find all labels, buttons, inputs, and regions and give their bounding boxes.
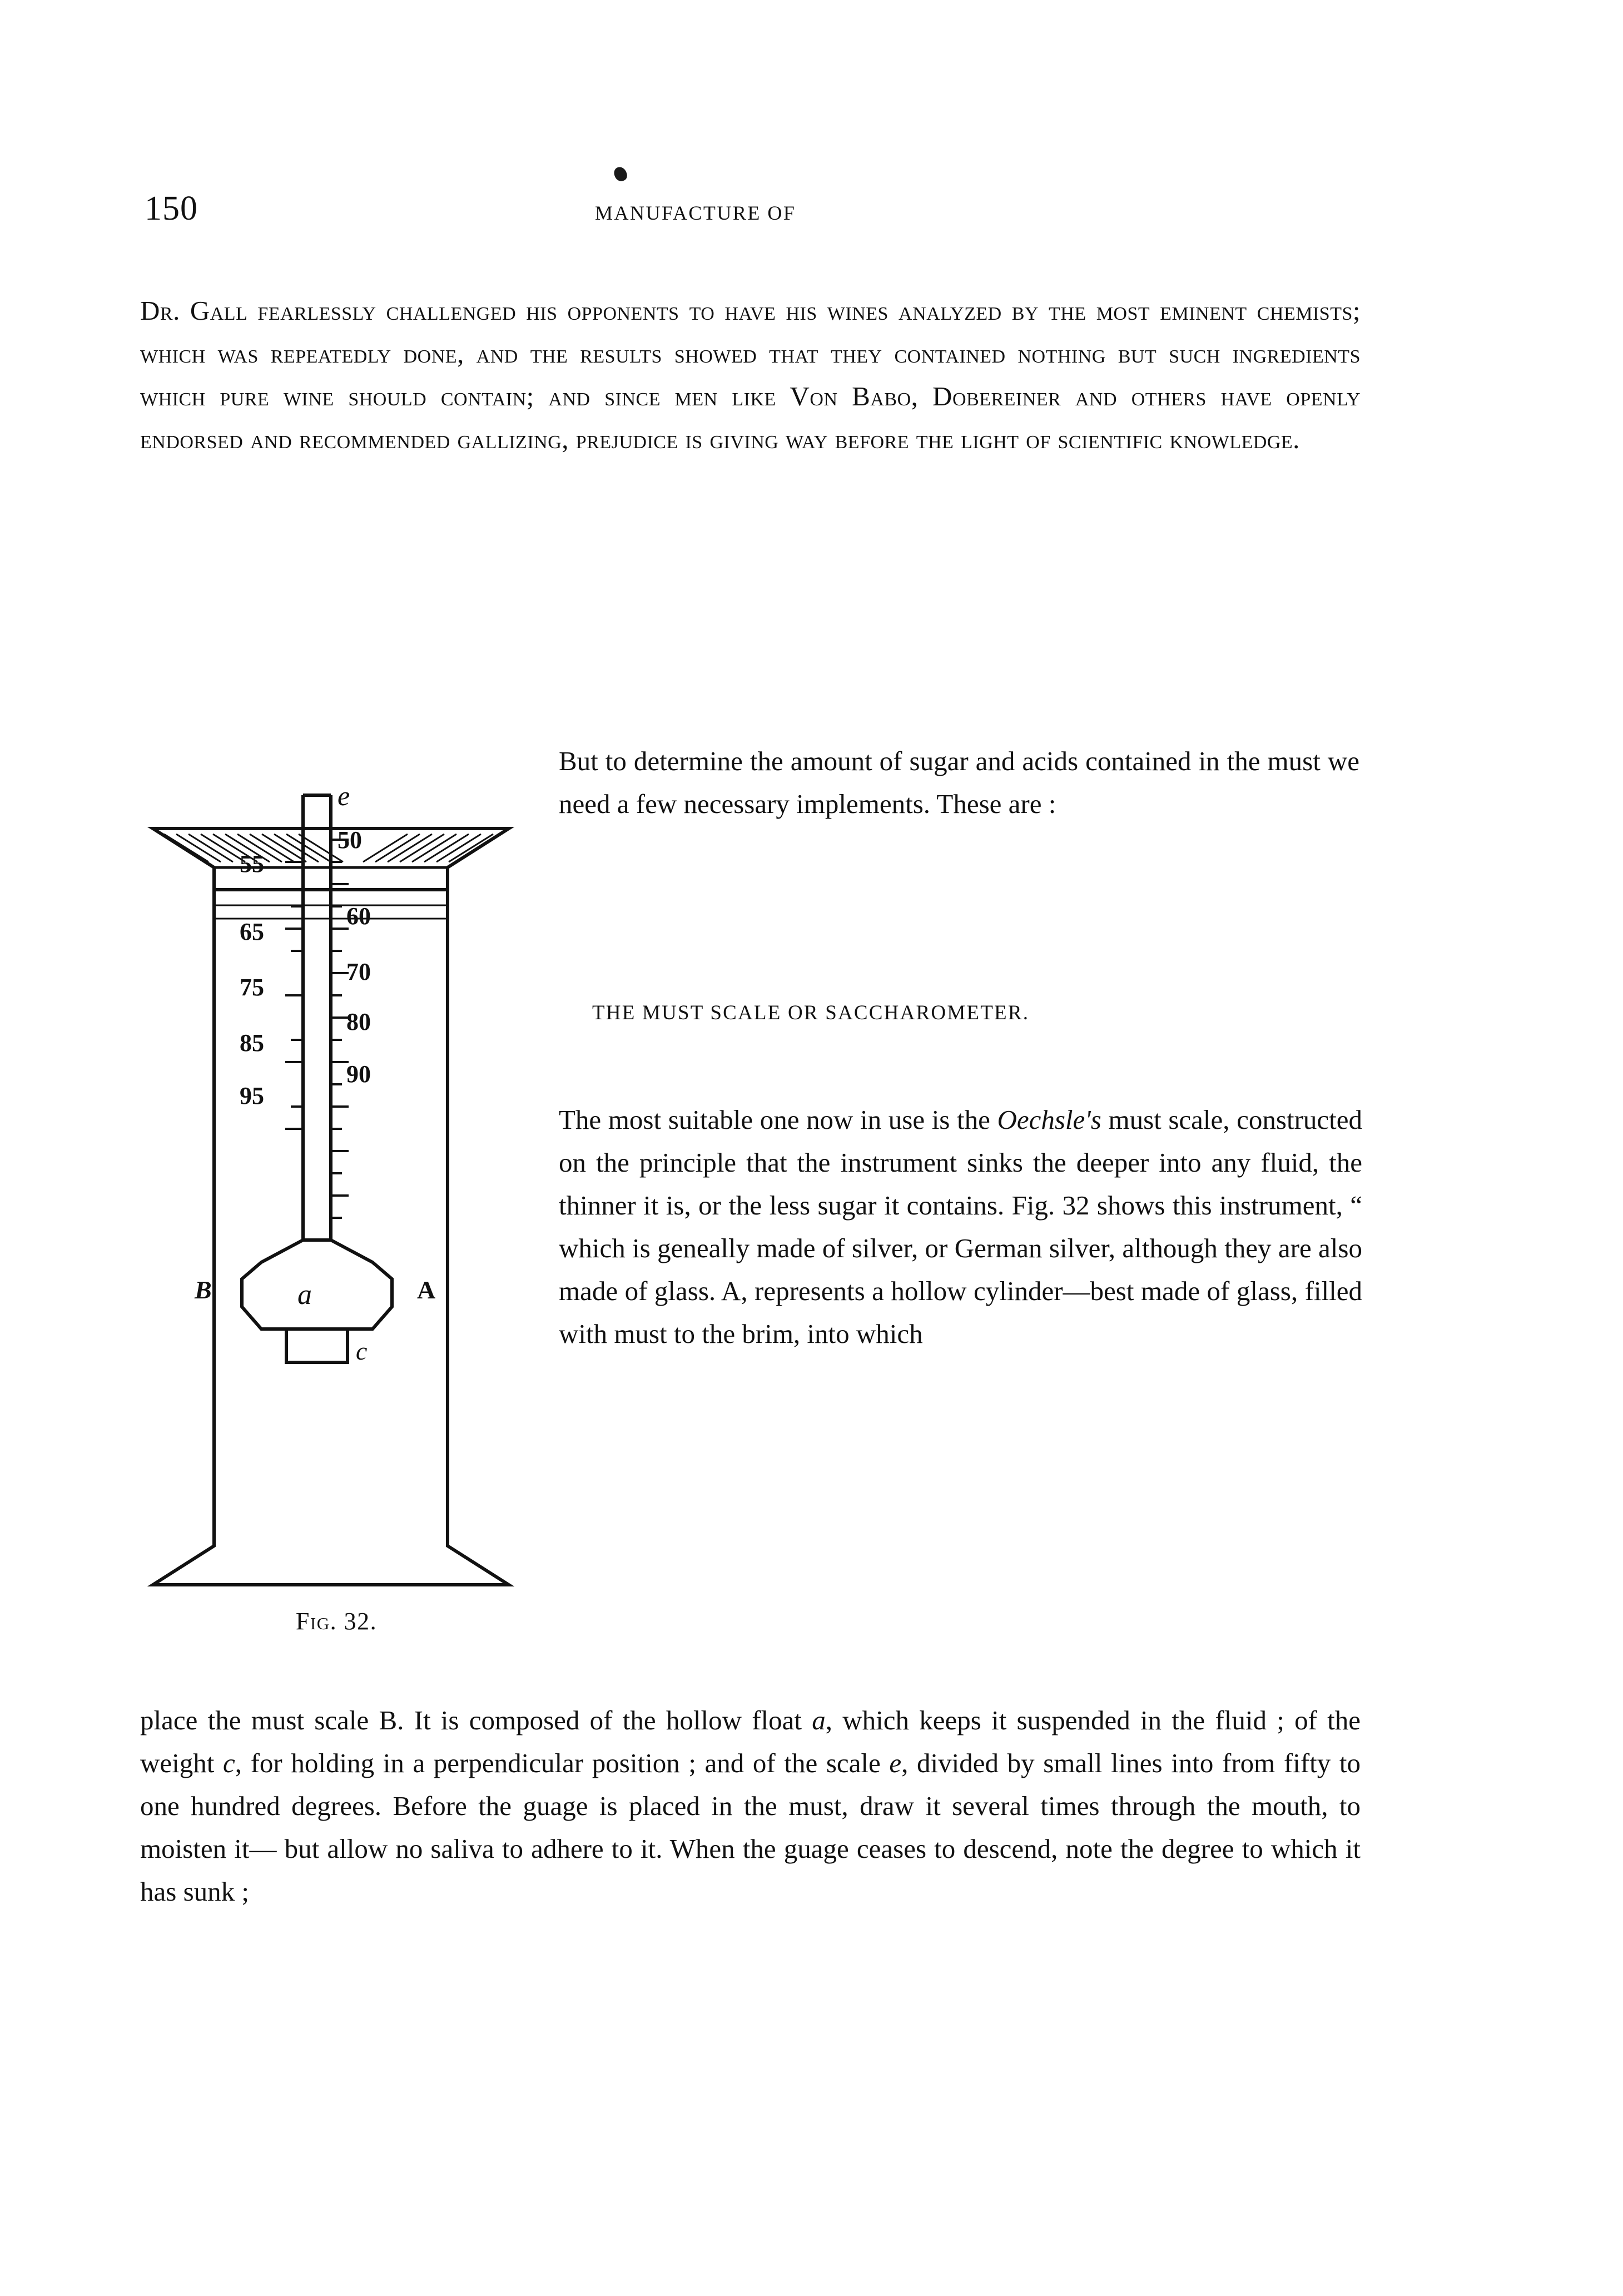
label-a: a: [297, 1279, 312, 1311]
ink-blot-decoration: [613, 165, 629, 183]
label-c: c: [356, 1337, 368, 1365]
running-head: MANUFACTURE OF: [595, 202, 796, 224]
para-b-seg3: , for holding in a perpendicular position ; and of the scale: [235, 1748, 890, 1778]
para-b-seg4: , divided by small lines into from fifty to one hundred degrees. Before the guage is placed in the must, draw it several times through the mouth, to moisten it— but allow no saliva to adhere to it. When the guage ceases to descend, note the degree to which it has sunk ;: [140, 1748, 1361, 1907]
paragraph-right-second: [559, 1098, 1362, 1355]
para-b-italic2: c: [222, 1748, 235, 1778]
para-b-italic1: a: [812, 1705, 826, 1735]
label-e: e: [337, 780, 350, 811]
paragraph-bottom: [140, 1699, 1361, 1913]
para-b-seg2: , which keeps it suspended in the fluid ; of the weight: [140, 1705, 1361, 1778]
scale-label-80: 80: [346, 1008, 371, 1035]
page-header: [139, 189, 1362, 234]
para-b-italic3: e: [889, 1748, 902, 1778]
para-r2-seg1: The most suitable one now in use is the: [559, 1104, 997, 1135]
para-r2-italic: Oechsle's: [997, 1104, 1101, 1135]
page-number: 150: [145, 190, 198, 227]
scale-label-60: 60: [346, 902, 371, 930]
figure-32-illustration: [142, 773, 531, 1607]
label-A: A: [417, 1276, 436, 1304]
scale-label-85: 85: [240, 1029, 264, 1057]
scale-label-55: 55: [240, 850, 264, 877]
para-b-seg1: place the must scale B. It is composed of the hollow float: [140, 1705, 812, 1735]
paragraph-right-first: But to determine the amount of sugar and acids contained in the must we need a few necessary implements. These are :: [559, 746, 1359, 819]
scale-label-50: 50: [337, 826, 362, 854]
saccharometer-drawing: [142, 773, 531, 1607]
scale-label-70: 70: [346, 958, 371, 985]
paragraph-top-text: Dr. Gall fearlessly challenged his opponents to have his wines analyzed by the most eminent chemists; which was repeatedly done, and the results showed that they contained nothing but such ingredients which pure wine should contain; and since men like Von Babo, Dobereiner and others have openly endorsed and recommended gallizing, prejudice is giving way before the light of scientific knowledge.: [140, 295, 1361, 454]
paragraph-top: [140, 289, 1361, 460]
label-B: B: [195, 1276, 212, 1304]
figure-caption: Fig. 32.: [295, 1608, 378, 1635]
scale-label-75: 75: [240, 974, 264, 1001]
scale-label-95: 95: [240, 1082, 264, 1109]
para-r2-seg2: must scale, constructed on the principle that the instrument sinks the deeper into any fluid, the thinner it is, or the less sugar it contains. Fig. 32 shows this instrument, “ which is geneally made of silver, or German silver, although they are also made of glass. A, represents a hollow cylinder—best made of glass, filled with must to the brim, into which: [559, 1104, 1362, 1349]
scale-label-65: 65: [240, 918, 264, 945]
scale-label-90: 90: [346, 1060, 371, 1088]
section-subheading: THE MUST SCALE OR SACCHAROMETER.: [592, 1001, 1030, 1024]
